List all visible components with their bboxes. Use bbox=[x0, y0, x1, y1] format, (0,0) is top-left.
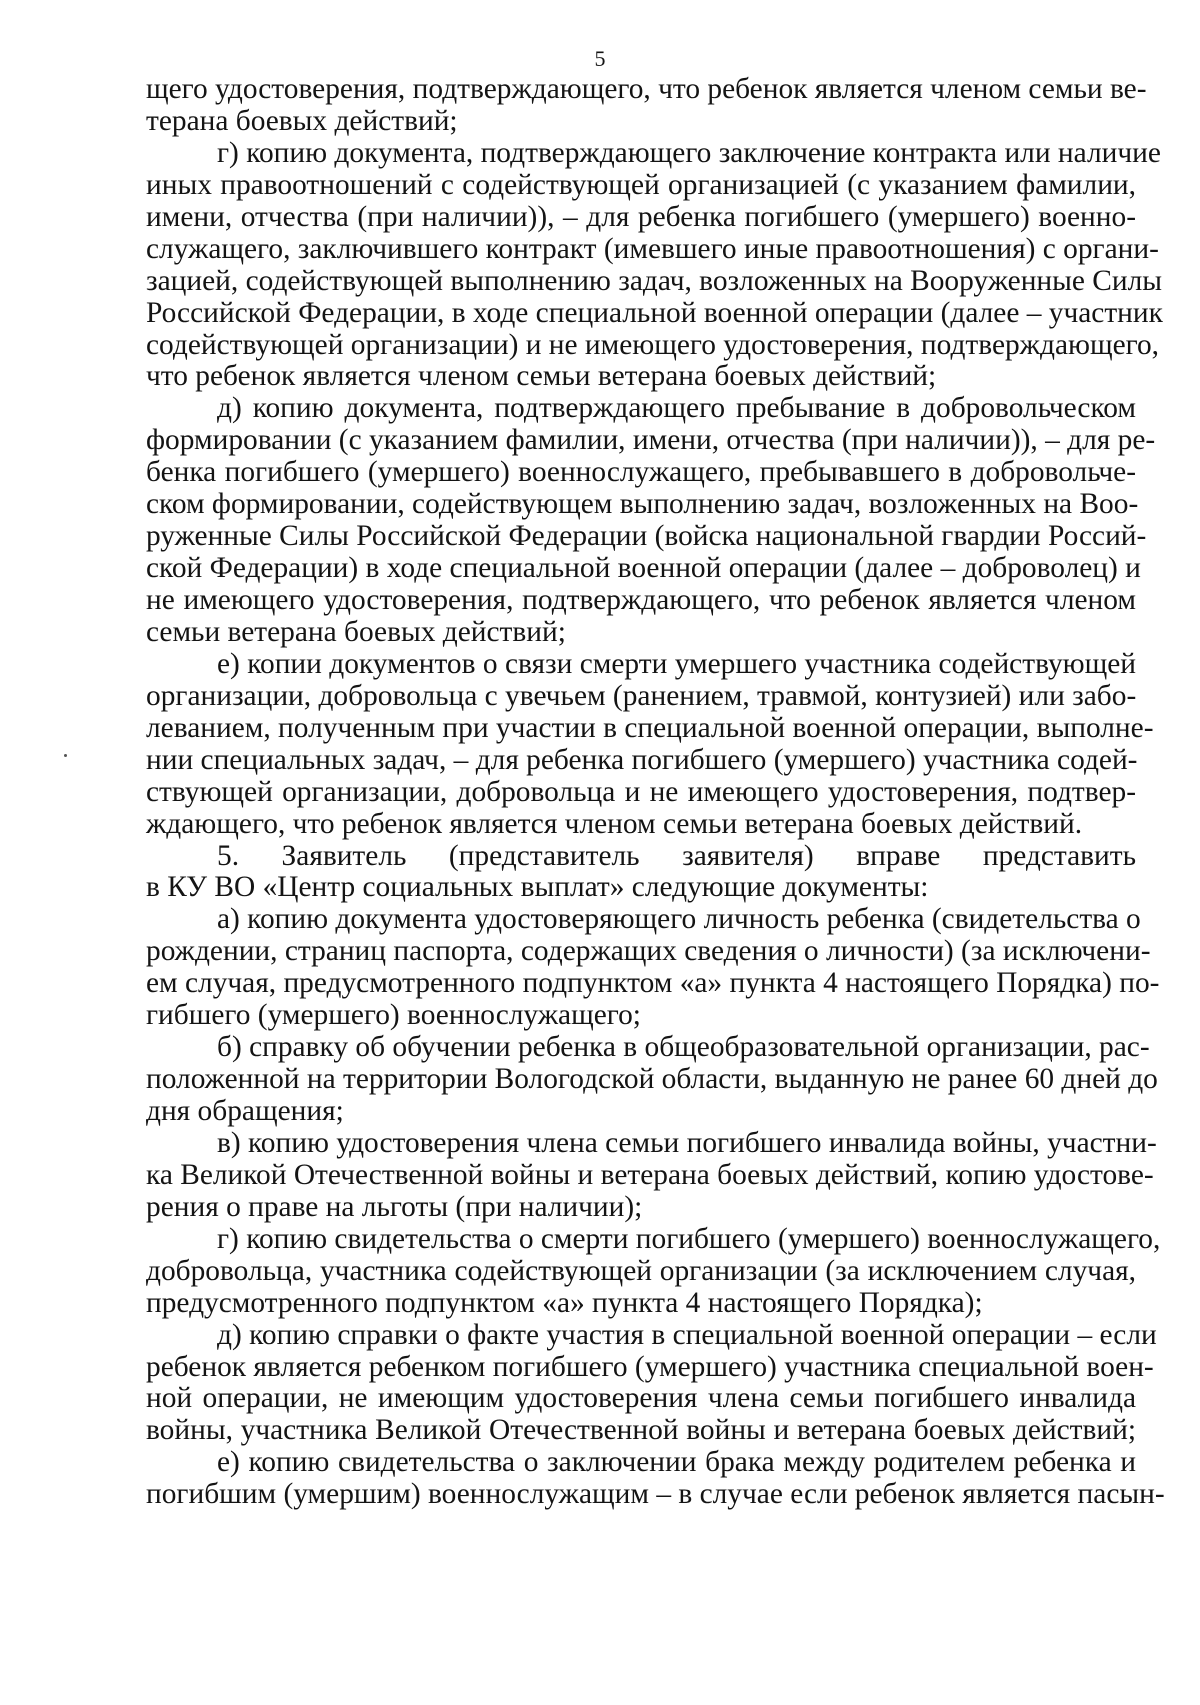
text-line: леванием, полученным при участии в специальной военной операции, выполне- bbox=[146, 711, 1154, 744]
text-line: дня обращения; bbox=[146, 1095, 344, 1127]
text-line: ском формировании, содействующем выполнению задач, возложенных на Воо- bbox=[146, 488, 1139, 521]
text-line: погибшим (умершим) военнослужащим – в случае если ребенок является пасын- bbox=[146, 1478, 1165, 1511]
text-line: не имеющего удостоверения, подтверждающего, что ребенок является членом bbox=[146, 584, 1136, 616]
text-line: имени, отчества (при наличии)), – для ребенка погибшего (умершего) военно- bbox=[146, 200, 1136, 233]
text-line: добровольца, участника содействующей организации (за исключением случая, bbox=[146, 1254, 1136, 1287]
text-line: рения о праве на льготы (при наличии); bbox=[146, 1190, 643, 1223]
text-line: е) копию свидетельства о заключении брака между родителем ребенка и bbox=[217, 1446, 1136, 1479]
scan-artifact-dot bbox=[64, 754, 67, 757]
text-line: положенной на территории Вологодской области, выданную не ранее 60 дней до bbox=[146, 1063, 1158, 1096]
text-line: в) копию удостоверения члена семьи погибшего инвалида войны, участни- bbox=[217, 1126, 1157, 1159]
text-line: г) копию документа, подтверждающего заключение контракта или наличие bbox=[217, 136, 1161, 169]
text-line: в КУ ВО «Центр социальных выплат» следующие документы: bbox=[146, 871, 929, 904]
text-line: гибшего (умершего) военнослужащего; bbox=[146, 999, 641, 1032]
text-line: рождении, страниц паспорта, содержащих сведения о личности) (за исключени- bbox=[146, 935, 1151, 968]
text-line: д) копию справки о факте участия в специальной военной операции – если bbox=[217, 1318, 1157, 1351]
text-line: содействующей организации) и не имеющего удостоверения, подтверждающего, bbox=[146, 328, 1159, 361]
text-line: семьи ветерана боевых действий; bbox=[146, 615, 566, 648]
text-line: щего удостоверения, подтверждающего, что ребенок является членом семьи ве- bbox=[146, 73, 1147, 105]
text-line: организации, добровольца с увечьем (ранением, травмой, контузией) или забо- bbox=[146, 679, 1137, 712]
text-line: руженные Силы Российской Федерации (войска национальной гвардии Россий- bbox=[146, 520, 1147, 553]
text-line: иных правоотношений с содействующей организацией (с указанием фамилии, bbox=[146, 168, 1136, 201]
text-line: ной операции, не имеющим удостоверения члена семьи погибшего инвалида bbox=[146, 1382, 1136, 1415]
text-line: д) копию документа, подтверждающего пребывание в добровольческом bbox=[217, 392, 1136, 425]
text-line: а) копию документа удостоверяющего личность ребенка (свидетельства о bbox=[217, 903, 1141, 936]
text-line: б) справку об обучении ребенка в общеобразовательной организации, рас- bbox=[217, 1031, 1150, 1064]
text-line: предусмотренного подпунктом «а» пункта 4 настоящего Порядка); bbox=[146, 1286, 983, 1319]
text-line: ской Федерации) в ходе специальной военной операции (далее – доброволец) и bbox=[146, 552, 1141, 585]
text-line: терана боевых действий; bbox=[146, 104, 458, 137]
text-line: ждающего, что ребенок является членом семьи ветерана боевых действий. bbox=[146, 807, 1083, 840]
text-line: 5. Заявитель (представитель заявителя) вправе представить bbox=[217, 839, 1136, 872]
text-line: бенка погибшего (умершего) военнослужащего, пребывавшего в добровольче- bbox=[146, 456, 1136, 489]
text-line: ствующей организации, добровольца и не имеющего удостоверения, подтвер- bbox=[146, 775, 1136, 808]
text-line: ка Великой Отечественной войны и ветерана боевых действий, копию удостове- bbox=[146, 1158, 1154, 1191]
text-line: формировании (с указанием фамилии, имени, отчества (при наличии)), – для ре- bbox=[146, 424, 1156, 457]
text-line: е) копии документов о связи смерти умершего участника содействующей bbox=[217, 647, 1136, 680]
document-body bbox=[146, 73, 1165, 1511]
text-line: что ребенок является членом семьи ветерана боевых действий; bbox=[146, 360, 937, 393]
text-line: войны, участника Великой Отечественной войны и ветерана боевых действий; bbox=[146, 1414, 1136, 1447]
text-line: зацией, содействующей выполнению задач, возложенных на Вооруженные Силы bbox=[146, 264, 1163, 297]
text-line: служащего, заключившего контракт (имевшего иные правоотношения) с органи- bbox=[146, 232, 1159, 265]
text-line: нии специальных задач, – для ребенка погибшего (умершего) участника содей- bbox=[146, 743, 1138, 776]
text-line: г) копию свидетельства о смерти погибшего (умершего) военнослужащего, bbox=[217, 1222, 1161, 1255]
text-line: Российской Федерации, в ходе специальной военной операции (далее – участник bbox=[146, 296, 1163, 329]
page-number: 5 bbox=[594, 46, 606, 71]
text-line: ребенок является ребенком погибшего (умершего) участника специальной воен- bbox=[146, 1350, 1154, 1383]
text-line: ем случая, предусмотренного подпунктом «а» пункта 4 настоящего Порядка) по- bbox=[146, 967, 1160, 1000]
